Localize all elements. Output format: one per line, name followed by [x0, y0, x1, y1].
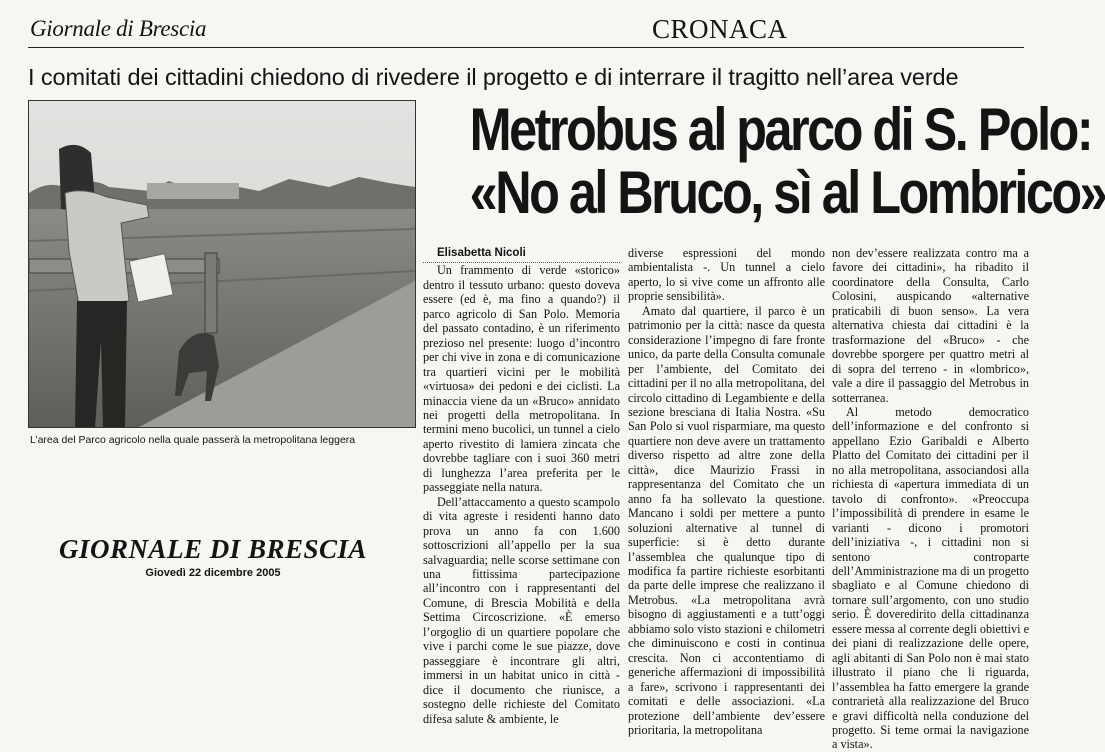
headline-line-2: «No al Bruco, sì al Lombrico» — [469, 159, 1105, 226]
author-byline: Elisabetta Nicoli — [423, 246, 620, 263]
headline-line-1: Metrobus al parco di S. Polo: — [469, 96, 1092, 163]
header-divider — [28, 47, 1024, 48]
paragraph: Dell’attaccamento a questo scampolo di vita agreste i residenti hanno dato prova un anno fa con 1.600 sottoscrizioni all’appello per la sua salvaguardia; nelle scorse settimane con una fittissima partecipazione all’incontro con i rappresentanti del Comune, di Brescia Mobilità e della Settima Circoscrizione. «È emerso l’orgoglio di un quartiere popolare che vive i parchi come le sue piazze, dove passeggiare è incontrare gli altri, immersi in un habitat unico in città - dice il documento che riunisce, a sostegno delle richieste del Comitato difesa salute & ambiente, le — [423, 494, 620, 726]
section-title: CRONACA — [652, 14, 788, 44]
paragraph: diverse espressioni del mondo ambientalista -. Un tunnel a cielo aperto, lo si vive come un affronto alle proprie sensibilità». — [628, 246, 825, 304]
masthead-logo: GIORNALE DI BRESCIA — [58, 534, 368, 564]
article-photo — [28, 100, 416, 428]
paragraph: Al metodo democratico dell’informazione e del confronto si appellano Ezio Garibaldi e Alberto Platto del Comitato dei cittadini per il no alla metropolitana, associandosi alla richiesta di «apertura immediata di un tavolo di confronto». «Preoccupa l’impossibilità di prendere in esame le varianti - dicono i promotori dell’iniziativa -, i cittadini non si sentono controparte dell’Amministrazione ma di un progetto sbagliato e al Comune chiedono di tornare sull’argomento, con uno studio serio. È doveredirito della cittadinanza essere messa al corrente degli obiettivi e dei piani di realizzazione delle opere, agli abitanti di San Polo non è mai stato illustrato il piano che li riguarda, l’assemblea ha fatto emergere la grande contrarietà alla realizzazione del Bruco e gravi difficoltà nella conduzione del progetto. Si teme ormai la navigazione a vista». — [832, 404, 1029, 752]
paragraph: Amato dal quartiere, il parco è un patrimonio per la città: nasce da questa considerazione l’impegno di fare fronte unico, da parte della Consulta comunale per l’ambiente, del Comitato dei cittadini per il no alla metropolitana, del circolo cittadino di Legambiente e della sezione bresciana di Italia Nostra. «Su San Polo si vuol risparmiare, ma questo quartiere non deve avere un trattamento diverso rispetto ad altre zone della città», dice Maurizio Frassi in rappresentanza del Comitato che un anno fa ha sollevato la questione. Mancano i soldi per mettere a punto soluzioni alternative al tunnel di superficie: si è detto durante l’assemblea che qualunque tipo di modifica fa partire richieste esorbitanti da parte delle imprese che realizzano il Metrobus. «La metropolitana avrà bisogno di aggiustamenti e a tutt’oggi abbiamo solo visto stazioni e chilometri che diminuiscono e costi in continua crescita. Non ci accontentiamo di generiche affermazioni di impossibilità a fare», scrivono i rappresentanti dei comitati e delle associazioni. «La protezione dell’ambiente dev’essere prioritaria, la metropolitana — [628, 303, 825, 737]
park-photo-illustration — [29, 101, 415, 427]
paragraph: non dev’essere realizzata contro ma a favore dei cittadini», ha ribadito il coordinatore della Consulta, Carlo Colosini, auspicando «alternative praticabili di buon senso». La vera alternativa chiesta dai cittadini è la trasformazione del «Bruco» - che dovrebbe sporgere per quattro metri al di sopra del terreno - in «lombrico», vale a dire il passaggio del Metrobus in sotterranea. — [832, 246, 1029, 405]
masthead-date: Giovedì 22 dicembre 2005 — [145, 567, 281, 579]
article-column-1 — [423, 246, 620, 731]
article-column-3 — [832, 246, 1029, 752]
photo-caption: L’area del Parco agricolo nella quale passerà la metropolitana leggera — [30, 434, 356, 446]
paragraph: Un frammento di verde «storico» dentro il tessuto urbano: questo doveva essere (ed è, ma fino a quando?) il parco agricolo di San Polo. Memoria del passato contadino, è un riferimento prezioso nel presente: luogo d’incontro per chi vive in zona e di comunicazione tra quartieri vicini per le mobilità «virtuosa» dei pedoni e dei ciclisti. La minaccia viene da un «Bruco» annidato nei progetti della metropolitana. In termini meno bucolici, un tunnel a cielo aperto rivestito di lamiera zincata che dovrebbe tagliare con i suoi 360 metri di lunghezza l’area preferita per le passeggiate nella natura. — [423, 263, 620, 495]
article-kicker: I comitati dei cittadini chiedono di rivedere il progetto e di interrare il tragitto nell’area verde — [28, 64, 959, 90]
article-column-2 — [628, 246, 825, 737]
publication-name: Giornale di Brescia — [30, 16, 207, 41]
